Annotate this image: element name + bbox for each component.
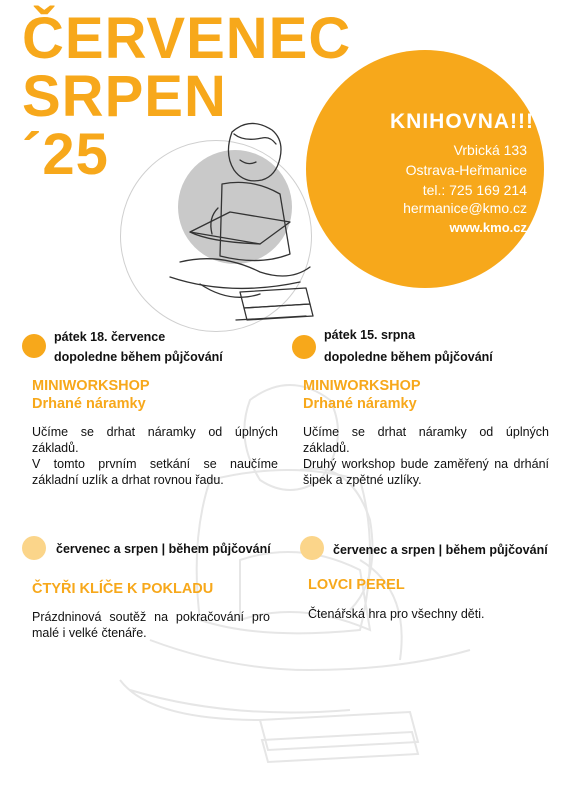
library-city: Ostrava-Heřmanice: [405, 162, 527, 178]
event-1-description-1: Učíme se drhat náramky od úplných základů.: [32, 425, 278, 455]
reading-child-illustration: [160, 112, 320, 332]
title-line-year: ´25: [22, 122, 109, 187]
event-2-description-1: Učíme se drhat náramky od úplných základů.: [303, 425, 549, 455]
event-1-description-2: V tomto prvním setkání se naučíme základní uzlík a drhat rovnou řadu.: [32, 457, 278, 487]
event-3-description: Prázdninová soutěž na pokračování pro malé i velké čtenáře.: [32, 610, 270, 640]
event-1-date: pátek 18. července: [54, 330, 166, 344]
event-1-title: MINIWORKSHOP: [32, 378, 150, 394]
event-2-time: dopoledne během půjčování: [324, 350, 493, 364]
event-2-bullet: [292, 335, 316, 359]
event-4-description: Čtenářská hra pro všechny děti.: [308, 607, 485, 621]
library-street: Vrbická 133: [453, 142, 527, 158]
event-3-bullet: [22, 536, 46, 560]
event-2-date: pátek 15. srpna: [324, 328, 416, 342]
event-4-date: červenec a srpen | během půjčování: [333, 543, 548, 557]
event-4-bullet: [300, 536, 324, 560]
title-line-month-1: ČERVENEC: [22, 6, 352, 71]
event-2-subtitle: Drhané náramky: [303, 396, 417, 412]
title-line-month-2: SRPEN: [22, 64, 227, 129]
event-2-title: MINIWORKSHOP: [303, 378, 421, 394]
library-phone: tel.: 725 169 214: [422, 182, 527, 198]
event-1-bullet: [22, 334, 46, 358]
library-name: KNIHOVNA!!!: [390, 110, 534, 133]
event-1-subtitle: Drhané náramky: [32, 396, 146, 412]
event-1-time: dopoledne během půjčování: [54, 350, 223, 364]
library-email[interactable]: hermanice@kmo.cz: [403, 200, 527, 216]
event-3-title: ČTYŘI KLÍČE K POKLADU: [32, 581, 214, 597]
event-4-title: LOVCI PEREL: [308, 577, 405, 593]
library-website[interactable]: www.kmo.cz: [449, 220, 527, 235]
event-2-description-2: Druhý workshop bude zaměřený na drhání šipek a zpětné uzlíky.: [303, 457, 549, 487]
event-3-date: červenec a srpen | během půjčování: [56, 542, 271, 556]
